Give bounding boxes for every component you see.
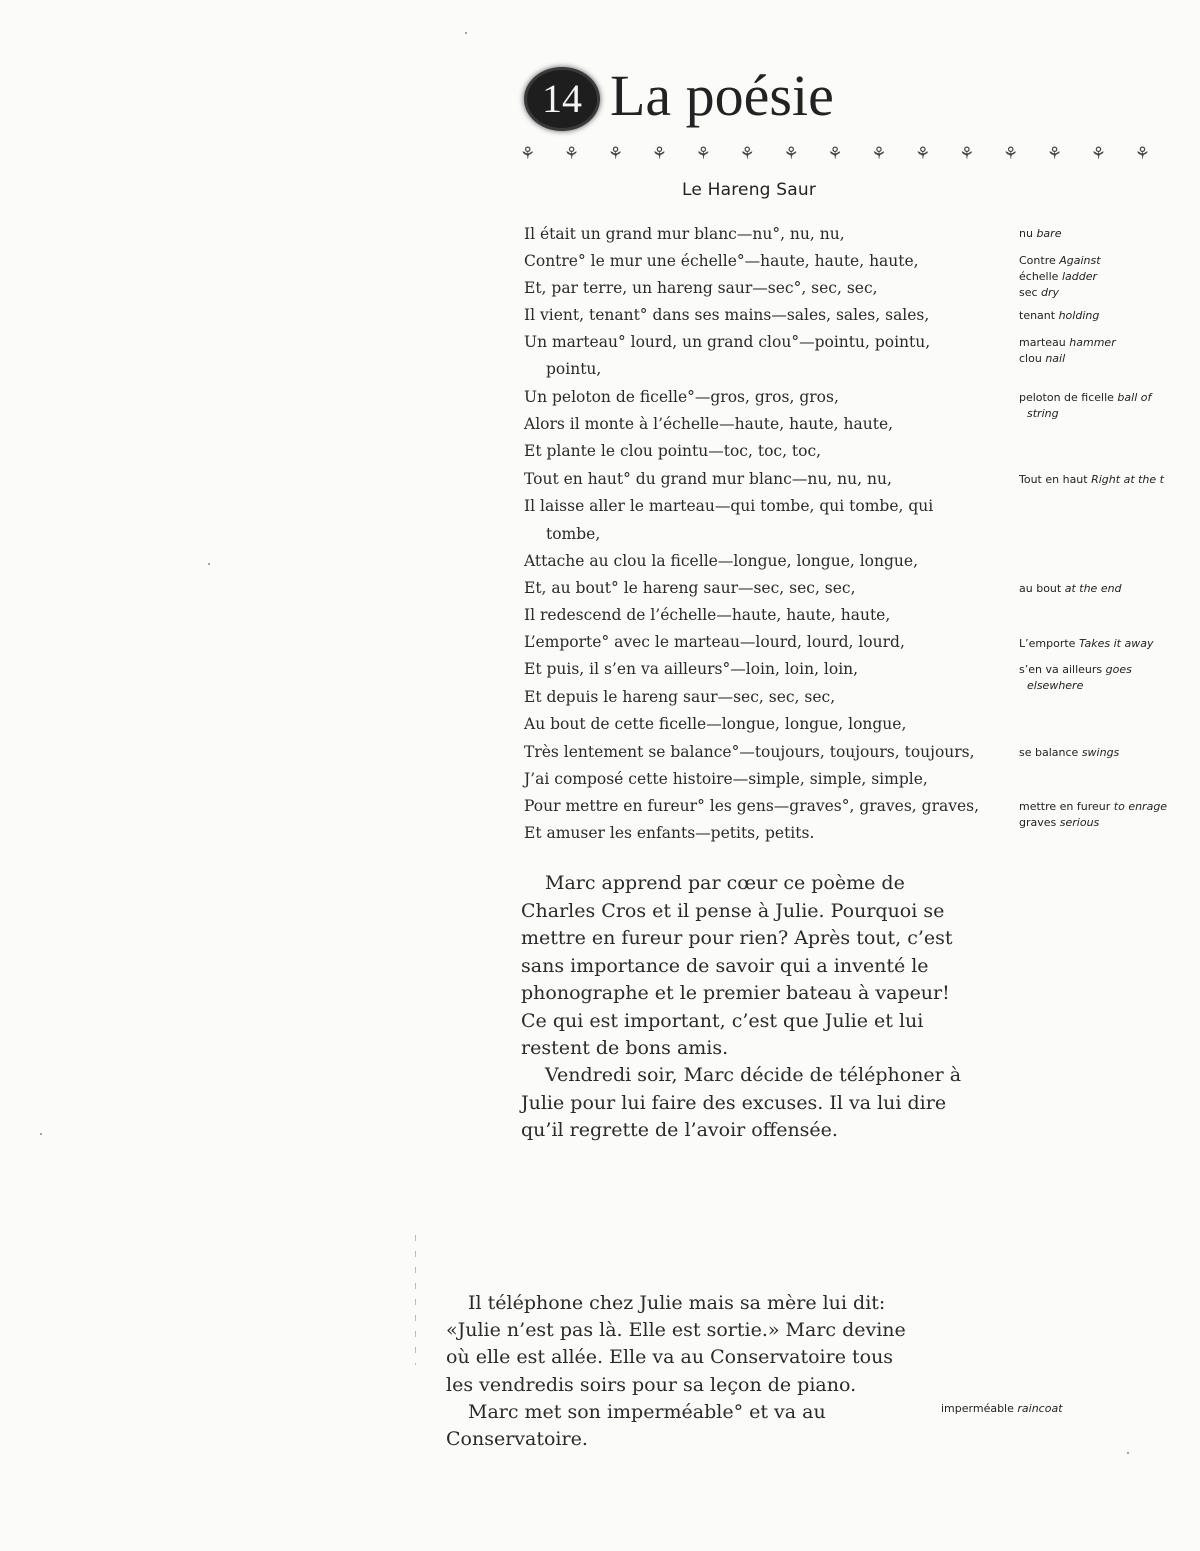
- gloss-entry: [1019, 308, 1099, 324]
- gloss-definition: Against: [1059, 254, 1101, 267]
- ornament-icon: ⚘: [563, 144, 580, 164]
- gloss-term: mettre en fureur: [1019, 800, 1111, 813]
- prose-line: «Julie n’est pas là. Elle est sortie.» Marc devine: [446, 1319, 906, 1341]
- gloss-entry: [1019, 253, 1101, 269]
- ornament-icon: ⚘: [959, 144, 975, 164]
- prose-line: Vendredi soir, Marc décide de téléphoner à: [545, 1064, 962, 1086]
- poem-line: Pour mettre en fureur° les gens—graves°, graves, graves,: [524, 797, 980, 815]
- gloss-entry: [1019, 390, 1151, 406]
- ornament-icon: ⚘: [783, 144, 799, 164]
- prose-line: phonographe et le premier bateau à vapeur!: [521, 982, 950, 1004]
- chapter-number-badge: 14: [527, 70, 597, 128]
- gloss-entry: [1019, 285, 1059, 301]
- ornament-icon: ⚘: [1046, 144, 1063, 164]
- gloss-definition: string: [1027, 407, 1059, 420]
- ornament-icon: ⚘: [695, 144, 711, 164]
- gloss-term: s’en va ailleurs: [1019, 663, 1103, 676]
- gloss-term: imperméable: [941, 1402, 1014, 1415]
- gloss-definition: ladder: [1061, 270, 1097, 283]
- poem-line: Attache au clou la ficelle—longue, longue, longue,: [524, 552, 919, 570]
- poem-line: Il laisse aller le marteau—qui tombe, qui tombe, qui: [524, 497, 934, 515]
- scan-artifact-rule: [415, 1235, 416, 1365]
- gloss-definition: to enrage: [1113, 800, 1168, 813]
- gloss-definition: elsewhere: [1027, 679, 1084, 692]
- poem-line: Un peloton de ficelle°—gros, gros, gros,: [524, 388, 839, 406]
- gloss-definition: goes: [1105, 663, 1132, 676]
- poem-line: L’emporte° avec le marteau—lourd, lourd, lourd,: [524, 633, 905, 651]
- chapter-title: La poésie: [610, 63, 834, 128]
- ornament-icon: ⚘: [915, 144, 931, 164]
- ornament-icon: ⚘: [1090, 144, 1107, 164]
- poem-line: Au bout de cette ficelle—longue, longue, longue,: [524, 715, 907, 733]
- prose-line: où elle est allée. Elle va au Conservatoire tous: [446, 1346, 894, 1368]
- gloss-term: tenant: [1019, 309, 1056, 322]
- gloss-definition: Right at the t: [1091, 473, 1164, 486]
- poem-line: Contre° le mur une échelle°—haute, haute, haute,: [524, 252, 919, 270]
- ornament-divider: [520, 144, 1150, 164]
- scan-speck: [465, 32, 467, 34]
- prose-line: restent de bons amis.: [521, 1037, 729, 1059]
- poem-line-continuation: tombe,: [546, 525, 601, 543]
- gloss-definition: bare: [1036, 227, 1062, 240]
- gloss-entry: [1019, 799, 1167, 815]
- poem-line: Il était un grand mur blanc—nu°, nu, nu,: [524, 225, 845, 243]
- prose-line: sans importance de savoir qui a inventé le: [521, 955, 929, 977]
- gloss-entry: [1019, 226, 1061, 242]
- scan-speck: [40, 1133, 42, 1135]
- poem-line: Un marteau° lourd, un grand clou°—pointu, pointu,: [524, 333, 931, 351]
- gloss-term: Tout en haut: [1019, 473, 1088, 486]
- prose-line: Marc apprend par cœur ce poème de: [545, 872, 905, 894]
- gloss-definition: serious: [1059, 816, 1100, 829]
- ornament-icon: ⚘: [827, 144, 843, 164]
- gloss-term: au bout: [1019, 582, 1062, 595]
- ornament-icon: ⚘: [871, 144, 887, 164]
- gloss-entry: [1019, 636, 1153, 652]
- prose-line: les vendredis soirs pour sa leçon de piano.: [446, 1374, 857, 1396]
- prose-line: mettre en fureur pour rien? Après tout, c’est: [521, 927, 953, 949]
- gloss-entry: [1019, 581, 1122, 597]
- gloss-definition: at the end: [1064, 582, 1122, 595]
- gloss-entry: [1019, 472, 1164, 488]
- scan-speck: [208, 563, 210, 565]
- gloss-definition: nail: [1045, 352, 1066, 365]
- ornament-icon: ⚘: [1002, 144, 1019, 164]
- ornament-icon: ⚘: [607, 144, 624, 164]
- prose-line: Charles Cros et il pense à Julie. Pourquoi se: [521, 900, 945, 922]
- gloss-term: échelle: [1019, 270, 1059, 283]
- gloss-entry: [1019, 351, 1065, 367]
- gloss-entry: [1027, 406, 1059, 422]
- gloss-term: se balance: [1019, 746, 1079, 759]
- gloss-term: sec: [1019, 286, 1038, 299]
- ornament-icon: ⚘: [651, 144, 667, 164]
- gloss-definition: swings: [1081, 746, 1120, 759]
- prose-line: Il téléphone chez Julie mais sa mère lui dit:: [468, 1292, 886, 1314]
- gloss-entry: [1019, 269, 1097, 285]
- prose-line: Conservatoire.: [446, 1428, 588, 1450]
- gloss-term: clou: [1019, 352, 1042, 365]
- poem-line: Tout en haut° du grand mur blanc—nu, nu, nu,: [524, 470, 892, 488]
- gloss-term: Contre: [1019, 254, 1056, 267]
- poem-line: J’ai composé cette histoire—simple, simple, simple,: [524, 770, 928, 788]
- poem-line: Très lentement se balance°—toujours, toujours, toujours,: [524, 743, 975, 761]
- ornament-icon: ⚘: [1134, 144, 1150, 164]
- gloss-entry: [941, 1401, 1063, 1417]
- poem-line: Alors il monte à l’échelle—haute, haute, haute,: [524, 415, 894, 433]
- gloss-term: graves: [1019, 816, 1057, 829]
- poem-line: Et, au bout° le hareng saur—sec, sec, sec,: [524, 579, 856, 597]
- gloss-term: peloton de ficelle: [1019, 391, 1114, 404]
- gloss-definition: raincoat: [1017, 1402, 1063, 1415]
- gloss-definition: hammer: [1069, 336, 1116, 349]
- gloss-entry: [1019, 745, 1119, 761]
- gloss-term: marteau: [1019, 336, 1066, 349]
- poem-title: Le Hareng Saur: [682, 180, 817, 200]
- poem-line: Et depuis le hareng saur—sec, sec, sec,: [524, 688, 836, 706]
- poem-line: Et puis, il s’en va ailleurs°—loin, loin, loin,: [524, 660, 859, 678]
- poem-line: Et plante le clou pointu—toc, toc, toc,: [524, 442, 822, 460]
- poem-line: Il vient, tenant° dans ses mains—sales, sales, sales,: [524, 306, 930, 324]
- ornament-icon: ⚘: [520, 144, 536, 164]
- gloss-definition: ball of: [1117, 391, 1152, 404]
- prose-line: Julie pour lui faire des excuses. Il va lui dire: [521, 1092, 947, 1114]
- gloss-entry: [1027, 678, 1083, 694]
- gloss-term: nu: [1019, 227, 1033, 240]
- poem-line: Et amuser les enfants—petits, petits.: [524, 824, 815, 842]
- poem-line: Et, par terre, un hareng saur—sec°, sec, sec,: [524, 279, 878, 297]
- gloss-entry: [1019, 335, 1116, 351]
- poem-line-continuation: pointu,: [546, 360, 602, 378]
- poem-line: Il redescend de l’échelle—haute, haute, haute,: [524, 606, 891, 624]
- gloss-definition: holding: [1058, 309, 1100, 322]
- gloss-definition: dry: [1041, 286, 1060, 299]
- ornament-icon: ⚘: [739, 144, 755, 164]
- scan-speck: [1127, 1452, 1129, 1454]
- gloss-entry: [1019, 815, 1099, 831]
- prose-line: Ce qui est important, c’est que Julie et lui: [521, 1010, 924, 1032]
- gloss-entry: [1019, 662, 1132, 678]
- gloss-term: L’emporte: [1019, 637, 1076, 650]
- prose-line: qu’il regrette de l’avoir offensée.: [521, 1119, 838, 1141]
- prose-line: Marc met son imperméable° et va au: [468, 1401, 826, 1423]
- gloss-definition: Takes it away: [1078, 637, 1154, 650]
